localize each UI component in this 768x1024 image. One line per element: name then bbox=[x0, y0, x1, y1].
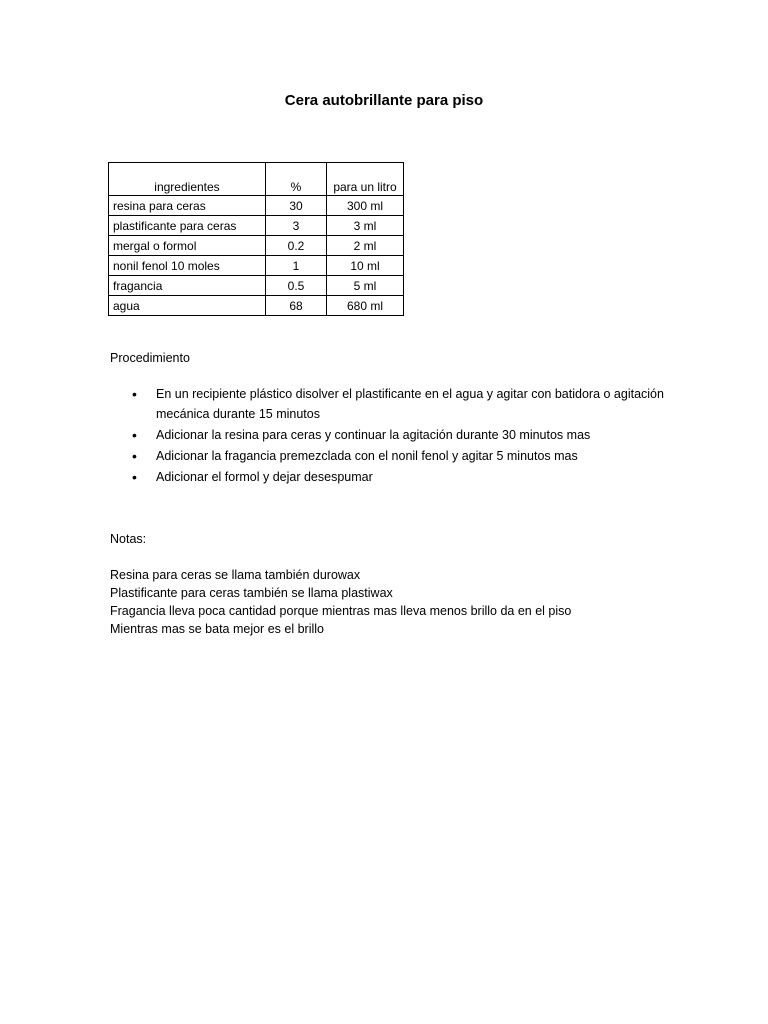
note-line: Resina para ceras se llama también durowax bbox=[110, 568, 361, 582]
document-title: Cera autobrillante para piso bbox=[284, 92, 484, 109]
cell-per-liter: 300 ml bbox=[327, 196, 404, 216]
procedure-steps-list bbox=[110, 384, 716, 488]
cell-per-liter: 680 ml bbox=[327, 296, 404, 316]
cell-per-liter: 2 ml bbox=[327, 236, 404, 256]
notes-heading: Notas: bbox=[110, 532, 147, 546]
cell-ingredient: agua bbox=[109, 296, 266, 316]
step-text: Adicionar la resina para ceras y continuar la agitación durante 30 minutos mas bbox=[156, 428, 591, 442]
header-per-liter: para un litro bbox=[327, 163, 404, 196]
table-row bbox=[109, 196, 404, 216]
cell-percent: 0.5 bbox=[266, 276, 327, 296]
bullet-icon: • bbox=[132, 427, 137, 443]
header-percent: % bbox=[266, 163, 327, 196]
cell-ingredient: mergal o formol bbox=[109, 236, 266, 256]
ingredients-table bbox=[108, 162, 404, 316]
step-text: En un recipiente plástico disolver el plastificante en el agua y agitar con batidora o agitación mecánica durante 15 minutos bbox=[156, 387, 664, 421]
header-ingredients: ingredientes bbox=[109, 163, 266, 196]
table-row bbox=[109, 236, 404, 256]
cell-per-liter: 10 ml bbox=[327, 256, 404, 276]
step-text: Adicionar el formol y dejar desespumar bbox=[156, 470, 373, 484]
bullet-icon: • bbox=[132, 448, 137, 464]
cell-percent: 0.2 bbox=[266, 236, 327, 256]
cell-per-liter: 3 ml bbox=[327, 216, 404, 236]
list-item bbox=[132, 425, 716, 445]
table-row bbox=[109, 256, 404, 276]
table-row bbox=[109, 276, 404, 296]
cell-ingredient: plastificante para ceras bbox=[109, 216, 266, 236]
table-row bbox=[109, 216, 404, 236]
bullet-icon: • bbox=[132, 469, 137, 485]
step-text: Adicionar la fragancia premezclada con el nonil fenol y agitar 5 minutos mas bbox=[156, 449, 578, 463]
bullet-icon: • bbox=[132, 386, 137, 402]
cell-percent: 68 bbox=[266, 296, 327, 316]
list-item bbox=[132, 446, 716, 466]
list-item bbox=[132, 384, 716, 424]
note-line: Fragancia lleva poca cantidad porque mientras mas lleva menos brillo da en el piso bbox=[110, 604, 572, 618]
notes-block bbox=[110, 566, 571, 638]
list-item bbox=[132, 467, 716, 487]
cell-percent: 30 bbox=[266, 196, 327, 216]
note-line: Mientras mas se bata mejor es el brillo bbox=[110, 622, 324, 636]
table-header-row bbox=[109, 163, 404, 196]
cell-ingredient: fragancia bbox=[109, 276, 266, 296]
cell-ingredient: resina para ceras bbox=[109, 196, 266, 216]
cell-per-liter: 5 ml bbox=[327, 276, 404, 296]
procedure-heading: Procedimiento bbox=[110, 351, 190, 365]
table-row bbox=[109, 296, 404, 316]
note-line: Plastificante para ceras también se llama plastiwax bbox=[110, 586, 393, 600]
cell-percent: 3 bbox=[266, 216, 327, 236]
cell-ingredient: nonil fenol 10 moles bbox=[109, 256, 266, 276]
cell-percent: 1 bbox=[266, 256, 327, 276]
